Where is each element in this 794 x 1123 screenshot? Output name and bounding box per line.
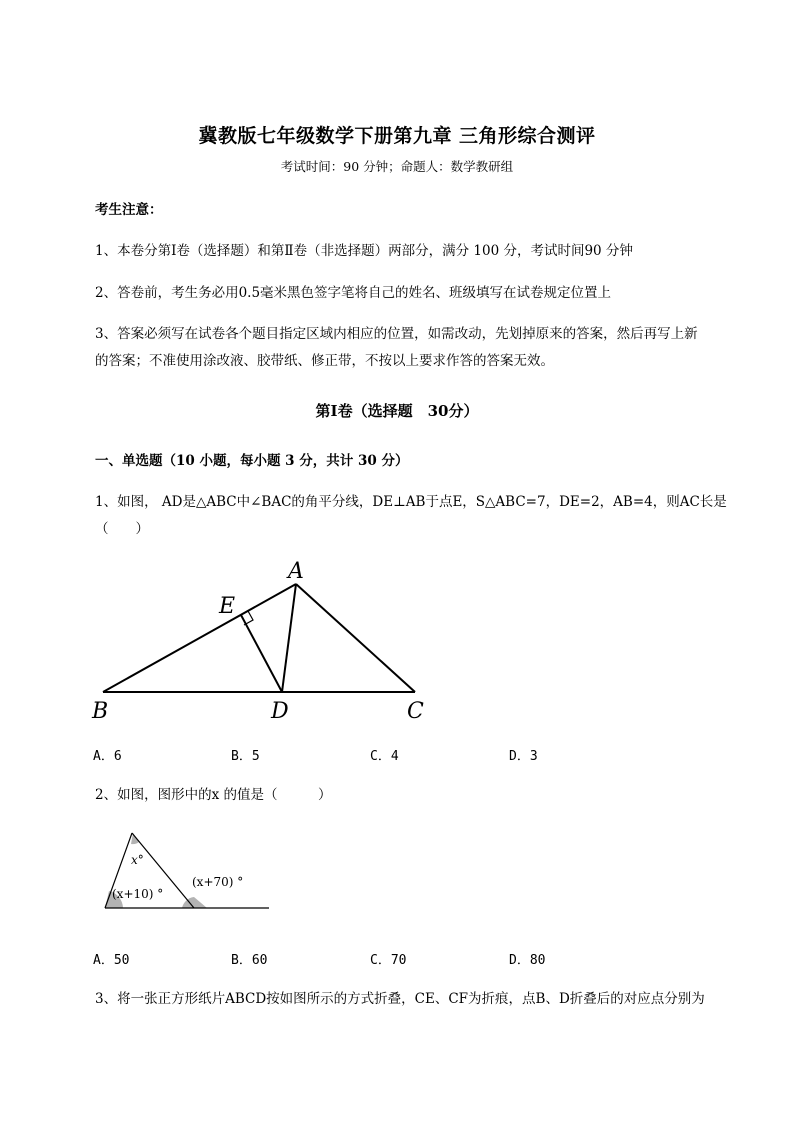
option-c[interactable]: C．4: [370, 749, 399, 764]
segment-ad: [282, 584, 296, 692]
question-2-figure: [95, 825, 275, 915]
notice-item: 的答案；不准使用涂改液、胶带纸、修正带，不按以上要求作答的答案无效。: [95, 353, 554, 369]
option-c[interactable]: C．70: [370, 953, 407, 968]
option-a[interactable]: A．50: [93, 953, 130, 968]
exam-info: 考试时间：90 分钟；命题人：数学教研组: [280, 159, 514, 174]
label-exterior-angle: (x+70) °: [192, 875, 244, 889]
part-heading: 一、单选题（10 小题，每小题 3 分，共计 30 分）: [95, 453, 409, 469]
question-1-figure: [85, 555, 445, 730]
label-e: E: [219, 594, 236, 619]
notice-heading: 考生注意：: [95, 202, 163, 218]
label-left-angle: (x+10) °: [112, 887, 164, 901]
label-d: D: [271, 699, 289, 724]
question-3-text: 3、将一张正方形纸片ABCD按如图所示的方式折叠，CE、CF为折痕，点B、D折叠后的对应点分别为: [95, 991, 705, 1007]
label-a: A: [288, 559, 304, 584]
question-2-text: 2、如图，图形中的x 的值是（ ）: [95, 787, 332, 803]
segment-de: [241, 615, 282, 692]
notice-item: 2、答卷前，考生务必用0.5毫米黑色签字笔将自己的姓名、班级填写在试卷规定位置上: [95, 285, 612, 301]
page-title: 冀教版七年级数学下册第九章 三角形综合测评: [198, 125, 596, 147]
option-d[interactable]: D．80: [509, 953, 546, 968]
option-d[interactable]: D．3: [509, 749, 538, 764]
option-b[interactable]: B．5: [231, 749, 260, 764]
notice-item: 1、本卷分第Ⅰ卷（选择题）和第Ⅱ卷（非选择题）两部分，满分 100 分，考试时间90 分钟: [95, 243, 633, 259]
option-b[interactable]: B．60: [231, 953, 268, 968]
option-a[interactable]: A．6: [93, 749, 122, 764]
angle-fill-top: [131, 833, 139, 844]
label-b: B: [92, 699, 109, 724]
segment-ac: [296, 584, 415, 692]
section-title: 第Ⅰ卷（选择题 30分）: [315, 402, 479, 420]
question-1-blank: （ ）: [95, 521, 149, 537]
notice-item: 3、答案必须写在试卷各个题目指定区域内相应的位置，如需改动，先划掉原来的答案，然后再写上新: [95, 326, 698, 342]
label-top-angle: x°: [131, 853, 144, 867]
segment-ba: [103, 584, 296, 692]
label-c: C: [407, 699, 424, 724]
question-1-text: 1、如图， AD是△ABC中∠BAC的角平分线，DE⊥AB于点E，S△ABC=7，DE=2，AB=4，则AC长是: [95, 494, 727, 510]
